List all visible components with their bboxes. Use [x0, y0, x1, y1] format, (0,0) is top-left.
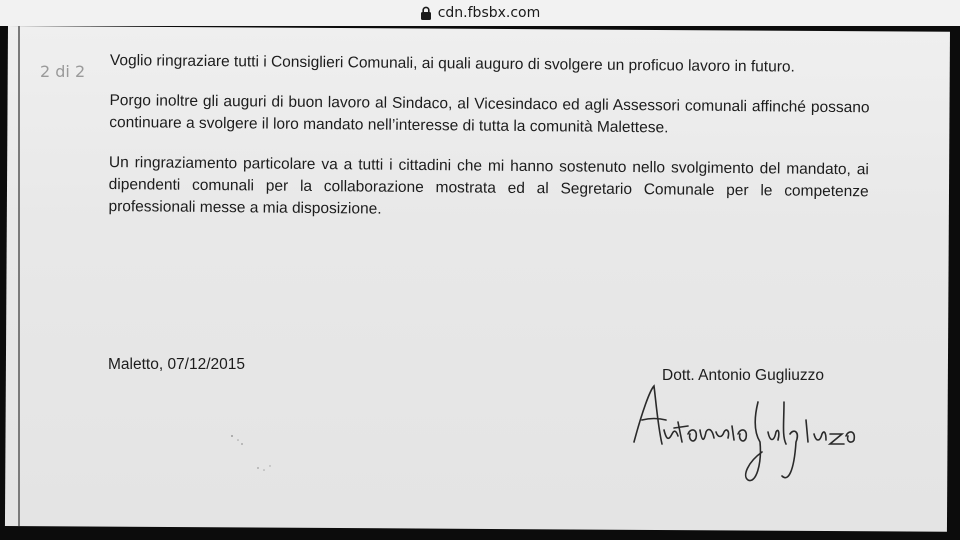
page-edge	[18, 26, 20, 526]
place-date: Maletto, 07/12/2015	[108, 356, 246, 373]
paragraph-wishes-mayor: Porgo inoltre gli auguri di buon lavoro al Sindaco, al Vicesindaco ed agli Assessori comunali affinché possano continuare a svolgere il loro mandato nell’interesse di tutta la comunità Malettese.	[109, 91, 870, 137]
letter-body	[108, 50, 870, 243]
lock-icon	[420, 6, 432, 20]
paper-speckle	[228, 430, 288, 480]
paragraph-thanks-citizens: Un ringraziamento particolare va a tutti i cittadini che mi hanno sostenuto nello svolgimento del mandato, ai dipendenti comunali per la collaborazione mostrata ed al Segretario Comunale per le competenze professionali messe a mia disposizione.	[108, 153, 869, 218]
url-text[interactable]: cdn.fbsbx.com	[437, 5, 541, 21]
paragraph-thanks-councillors: Voglio ringraziare tutti i Consiglieri Comunali, ai quali auguro di svolgere un proficuo lavoro in futuro.	[109, 51, 795, 76]
page-indicator: 2 di 2	[40, 62, 86, 81]
handwritten-signature	[628, 372, 868, 492]
address-bar[interactable]	[0, 0, 960, 27]
signer-name: Dott. Antonio Gugliuzzo	[662, 367, 824, 384]
